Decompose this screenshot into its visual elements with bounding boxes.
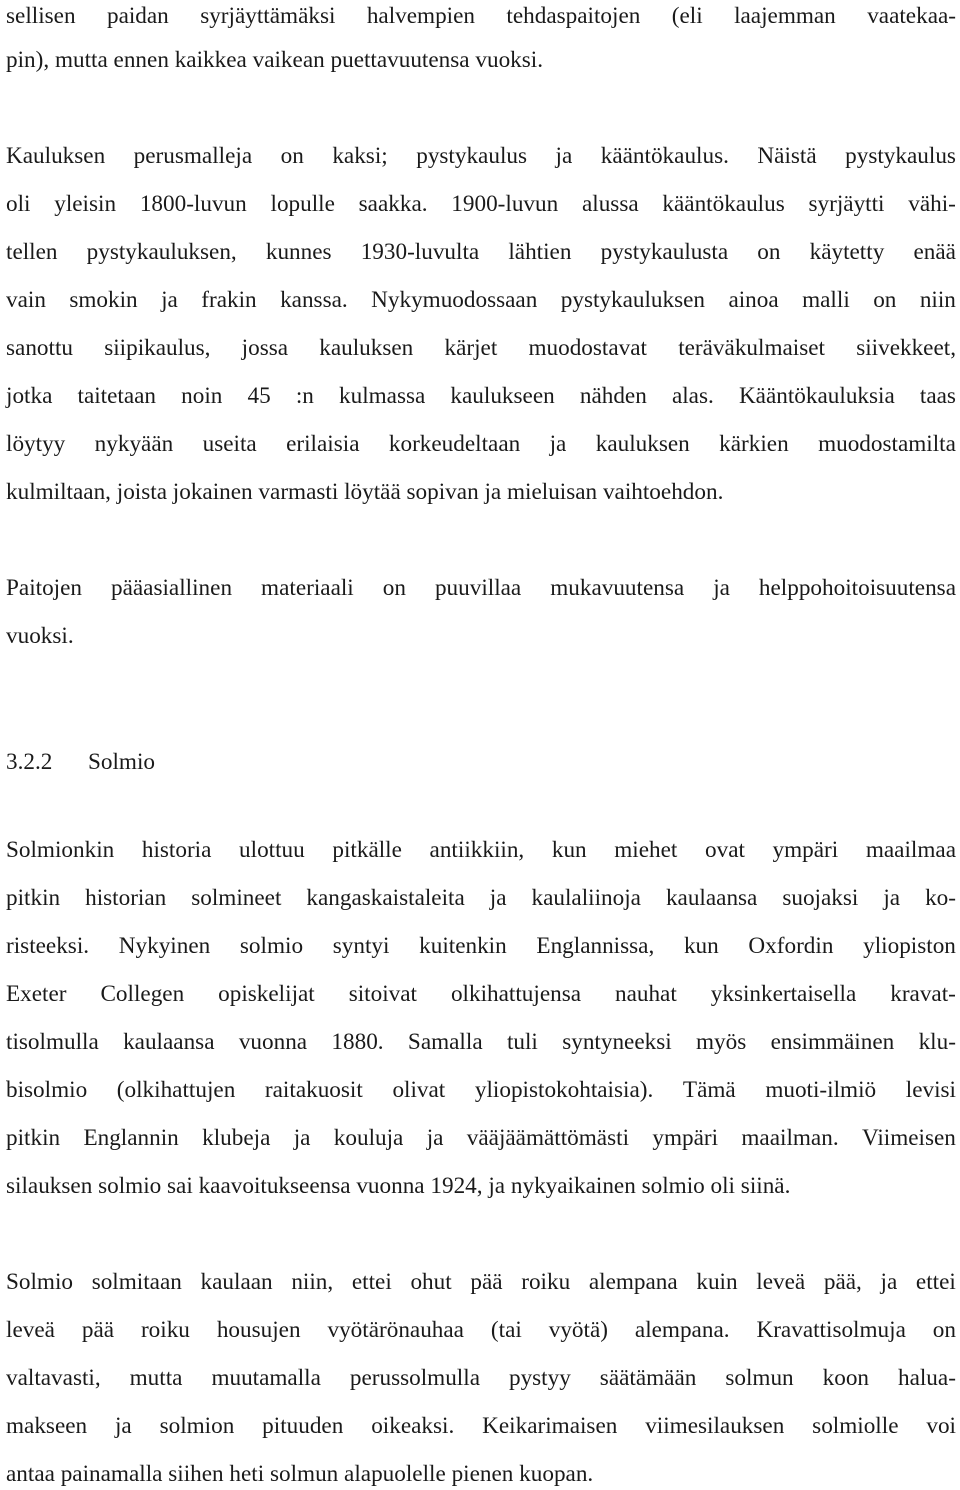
- word: noin: [181, 383, 223, 409]
- word: Näistä: [757, 143, 817, 169]
- word: helppohoitoisuutensa: [758, 575, 956, 601]
- word: olkihattujensa: [450, 981, 582, 1007]
- word: siivekkeet,: [856, 335, 956, 361]
- text-line: [6, 1026, 956, 1058]
- word: erilaisia: [286, 431, 360, 457]
- word: Keikarimaisen: [482, 1413, 618, 1439]
- word: 1880.: [331, 1029, 384, 1055]
- word: solmineet: [191, 885, 282, 911]
- text-line: antaa painamalla siihen heti solmun alapuolelle pienen kuopan.: [6, 1461, 594, 1487]
- text-line: [6, 284, 956, 316]
- word: perusmalleja: [133, 143, 253, 169]
- text-line: kulmiltaan, joista jokainen varmasti löytää sopivan ja mieluisan vaihtoehdon.: [6, 479, 724, 505]
- word: Oxfordin: [748, 933, 834, 959]
- word: kuin: [696, 1269, 738, 1295]
- word: Paitojen: [6, 575, 82, 601]
- word: pystykaulus: [416, 143, 528, 169]
- word: pystykaulus: [845, 143, 956, 169]
- word: kanssa.: [280, 287, 348, 313]
- word: yliopiston: [863, 933, 956, 959]
- word: on: [280, 143, 304, 169]
- word: Collegen: [100, 981, 185, 1007]
- word: on: [932, 1317, 956, 1343]
- word: kärkien: [719, 431, 789, 457]
- text-line: [6, 1362, 956, 1394]
- word: yksinkertaisella: [710, 981, 857, 1007]
- word: nauhat: [614, 981, 677, 1007]
- word: leveä: [756, 1269, 806, 1295]
- word: kangaskaistaleita: [306, 885, 465, 911]
- word: puuvillaa: [434, 575, 522, 601]
- word: taitetaan: [77, 383, 157, 409]
- word: 1800-luvun: [139, 191, 247, 217]
- word: leveä: [6, 1317, 55, 1343]
- word: perussolmulla: [349, 1365, 480, 1391]
- word: viimesilauksen: [645, 1413, 785, 1439]
- text-line: [6, 572, 956, 604]
- section-heading: [6, 746, 155, 778]
- text-line: vuoksi.: [6, 623, 74, 649]
- word: Tämä: [682, 1077, 736, 1103]
- word: nähden: [579, 383, 647, 409]
- word: historian: [85, 885, 167, 911]
- word: frakin: [201, 287, 257, 313]
- word: pää,: [823, 1269, 862, 1295]
- word: Solmionkin: [6, 837, 115, 863]
- word: kaulaan: [200, 1269, 273, 1295]
- word: pystykauluksen,: [86, 239, 237, 265]
- word: kärjet: [444, 335, 498, 361]
- word: miehet: [614, 837, 678, 863]
- word: lopulle: [270, 191, 335, 217]
- word: solmiolle: [812, 1413, 899, 1439]
- word: on: [873, 287, 897, 313]
- word: materiaali: [261, 575, 354, 601]
- word: 1900-luvun: [451, 191, 559, 217]
- word: on: [382, 575, 406, 601]
- word: kravat-: [890, 981, 956, 1007]
- word: makseen: [6, 1413, 88, 1439]
- word: ohut: [410, 1269, 452, 1295]
- word: ja: [880, 1269, 898, 1295]
- word: ja: [426, 1125, 444, 1151]
- word: suojaksi: [782, 885, 859, 911]
- word: vyötärönauhaa: [327, 1317, 464, 1343]
- word: ovat: [705, 837, 745, 863]
- word: Kauluksen: [6, 143, 106, 169]
- word: kun: [551, 837, 587, 863]
- word: Samalla: [407, 1029, 483, 1055]
- word: pääasiallinen: [111, 575, 233, 601]
- word: käytetty: [809, 239, 885, 265]
- word: alussa: [581, 191, 639, 217]
- word: ko-: [925, 885, 956, 911]
- word: mutta: [129, 1365, 183, 1391]
- word: alempana.: [634, 1317, 730, 1343]
- word: niin: [919, 287, 956, 313]
- word: risteeksi.: [6, 933, 90, 959]
- word: kaulaansa: [665, 885, 758, 911]
- word: pitkälle: [332, 837, 402, 863]
- word: kulmassa: [339, 383, 426, 409]
- word: roiku: [140, 1317, 190, 1343]
- word: Kääntökauluksia: [738, 383, 895, 409]
- word: pystykauluksen: [560, 287, 706, 313]
- word: saakka.: [358, 191, 428, 217]
- word: kaksi;: [332, 143, 388, 169]
- word: maailmaa: [865, 837, 956, 863]
- word: antiikkiin,: [429, 837, 525, 863]
- word: lähtien: [508, 239, 572, 265]
- section-number: 3.2.2: [6, 749, 53, 775]
- word: solmion: [159, 1413, 235, 1439]
- word: kaulaliinoja: [531, 885, 641, 911]
- word: ettei: [351, 1269, 392, 1295]
- text-line: [6, 1410, 956, 1442]
- word: housujen: [216, 1317, 301, 1343]
- text-line: [6, 930, 956, 962]
- word: pituuden: [262, 1413, 344, 1439]
- word: vyötä): [548, 1317, 608, 1343]
- word: solmitaan: [91, 1269, 182, 1295]
- word: kääntökaulus: [662, 191, 785, 217]
- word: pystyy: [508, 1365, 571, 1391]
- word: syrjäyttämäksi: [200, 3, 336, 29]
- word: niin,: [291, 1269, 334, 1295]
- word: sellisen: [6, 3, 76, 29]
- text-line: silauksen solmio sai kaavoitukseensa vuonna 1924, ja nykyaikainen solmio oli siinä.: [6, 1173, 791, 1199]
- word: tehdaspaitojen: [506, 3, 641, 29]
- word: klubeja: [202, 1125, 271, 1151]
- word: :n: [295, 383, 314, 409]
- word: paidan: [106, 3, 169, 29]
- word: syrjäytti: [808, 191, 885, 217]
- word: tuli: [506, 1029, 538, 1055]
- word: yliopistokohtaisia).: [474, 1077, 654, 1103]
- text-line: [6, 834, 956, 866]
- word: kauluksen: [595, 431, 690, 457]
- word: alas.: [671, 383, 714, 409]
- word: solmio: [239, 933, 304, 959]
- word: malli: [802, 287, 850, 313]
- word: taas: [919, 383, 956, 409]
- word: (olkihattujen: [116, 1077, 236, 1103]
- word: smokin: [69, 287, 138, 313]
- word: maailman.: [741, 1125, 839, 1151]
- text-line: [6, 1074, 956, 1106]
- word: muutamalla: [211, 1365, 321, 1391]
- word: on: [757, 239, 781, 265]
- text-line: [6, 1314, 956, 1346]
- word: Kravattisolmuja: [756, 1317, 906, 1343]
- text-line: [6, 428, 956, 460]
- text-line: [6, 978, 956, 1010]
- word: tisolmulla: [6, 1029, 99, 1055]
- text-line: [6, 332, 956, 364]
- text-line: [6, 1122, 956, 1154]
- word: vähi-: [908, 191, 956, 217]
- word: pitkin: [6, 885, 61, 911]
- word: Nykymuodossaan: [371, 287, 538, 313]
- text-line: [6, 380, 956, 412]
- word: kaulukseen: [450, 383, 555, 409]
- word: syntyi: [332, 933, 390, 959]
- word: ja: [713, 575, 730, 601]
- word: siipikaulus,: [104, 335, 211, 361]
- word: pitkin: [6, 1125, 61, 1151]
- word: pää: [470, 1269, 503, 1295]
- word: enää: [913, 239, 956, 265]
- word: ensimmäinen: [770, 1029, 895, 1055]
- word: 45: [247, 383, 271, 409]
- word: myös: [696, 1029, 747, 1055]
- word: tellen: [6, 239, 58, 265]
- word: kauluksen: [319, 335, 414, 361]
- word: bisolmio: [6, 1077, 88, 1103]
- word: halvempien: [366, 3, 475, 29]
- word: korkeudeltaan: [388, 431, 521, 457]
- text-line: [6, 188, 956, 220]
- word: laajemman: [734, 3, 836, 29]
- word: Englannin: [83, 1125, 179, 1151]
- word: historia: [141, 837, 212, 863]
- word: 1930-luvulta: [360, 239, 480, 265]
- word: halua-: [897, 1365, 956, 1391]
- word: muoti-ilmiö: [765, 1077, 877, 1103]
- word: jotka: [6, 383, 53, 409]
- word: olivat: [392, 1077, 446, 1103]
- word: mukavuutensa: [550, 575, 685, 601]
- word: nykyään: [94, 431, 174, 457]
- word: oli: [6, 191, 31, 217]
- word: ja: [489, 885, 507, 911]
- word: opiskelijat: [218, 981, 315, 1007]
- word: (eli: [671, 3, 703, 29]
- text-line: [6, 140, 956, 172]
- word: pystykaulusta: [600, 239, 729, 265]
- word: Solmio: [6, 1269, 74, 1295]
- word: useita: [202, 431, 257, 457]
- word: sanottu: [6, 335, 73, 361]
- word: klu-: [918, 1029, 956, 1055]
- section-title: Solmio: [88, 749, 156, 775]
- word: raitakuosit: [264, 1077, 363, 1103]
- word: valtavasti,: [6, 1365, 101, 1391]
- word: löytyy: [6, 431, 66, 457]
- word: ulottuu: [239, 837, 305, 863]
- word: yleisin: [54, 191, 117, 217]
- text-line: [6, 236, 956, 268]
- word: syntyneeksi: [562, 1029, 672, 1055]
- word: Englannissa,: [536, 933, 655, 959]
- text-line: [6, 1266, 956, 1298]
- word: kouluja: [333, 1125, 404, 1151]
- word: ja: [293, 1125, 311, 1151]
- word: voi: [926, 1413, 956, 1439]
- word: vääjäämättömästi: [466, 1125, 630, 1151]
- word: ja: [883, 885, 901, 911]
- word: ja: [114, 1413, 132, 1439]
- word: pää: [81, 1317, 115, 1343]
- word: säätämään: [599, 1365, 697, 1391]
- word: kääntökaulus.: [600, 143, 729, 169]
- word: teräväkulmaiset: [678, 335, 825, 361]
- word: ympäri: [772, 837, 839, 863]
- word: levisi: [905, 1077, 956, 1103]
- word: ainoa: [728, 287, 779, 313]
- word: (tai: [490, 1317, 522, 1343]
- word: muodostavat: [528, 335, 647, 361]
- word: ettei: [915, 1269, 956, 1295]
- word: ja: [161, 287, 178, 313]
- word: Nykyinen: [118, 933, 211, 959]
- word: vain: [6, 287, 46, 313]
- word: oikeaksi.: [371, 1413, 455, 1439]
- text-line: pin), mutta ennen kaikkea vaikean puettavuutensa vuoksi.: [6, 47, 544, 73]
- word: sitoivat: [348, 981, 417, 1007]
- word: jossa: [241, 335, 289, 361]
- word: vaatekaa-: [867, 3, 956, 29]
- word: ja: [549, 431, 567, 457]
- word: Exeter: [6, 981, 67, 1007]
- word: koon: [822, 1365, 869, 1391]
- word: Viimeisen: [861, 1125, 956, 1151]
- word: ja: [555, 143, 573, 169]
- word: ympäri: [652, 1125, 719, 1151]
- word: alempana: [588, 1269, 678, 1295]
- word: vuonna: [238, 1029, 308, 1055]
- text-line: [6, 882, 956, 914]
- word: roiku: [521, 1269, 571, 1295]
- word: kaulaansa: [123, 1029, 215, 1055]
- word: kun: [683, 933, 719, 959]
- word: kuitenkin: [419, 933, 507, 959]
- word: muodostamilta: [818, 431, 956, 457]
- word: kunnes: [265, 239, 332, 265]
- word: solmun: [725, 1365, 794, 1391]
- text-line: [6, 0, 956, 32]
